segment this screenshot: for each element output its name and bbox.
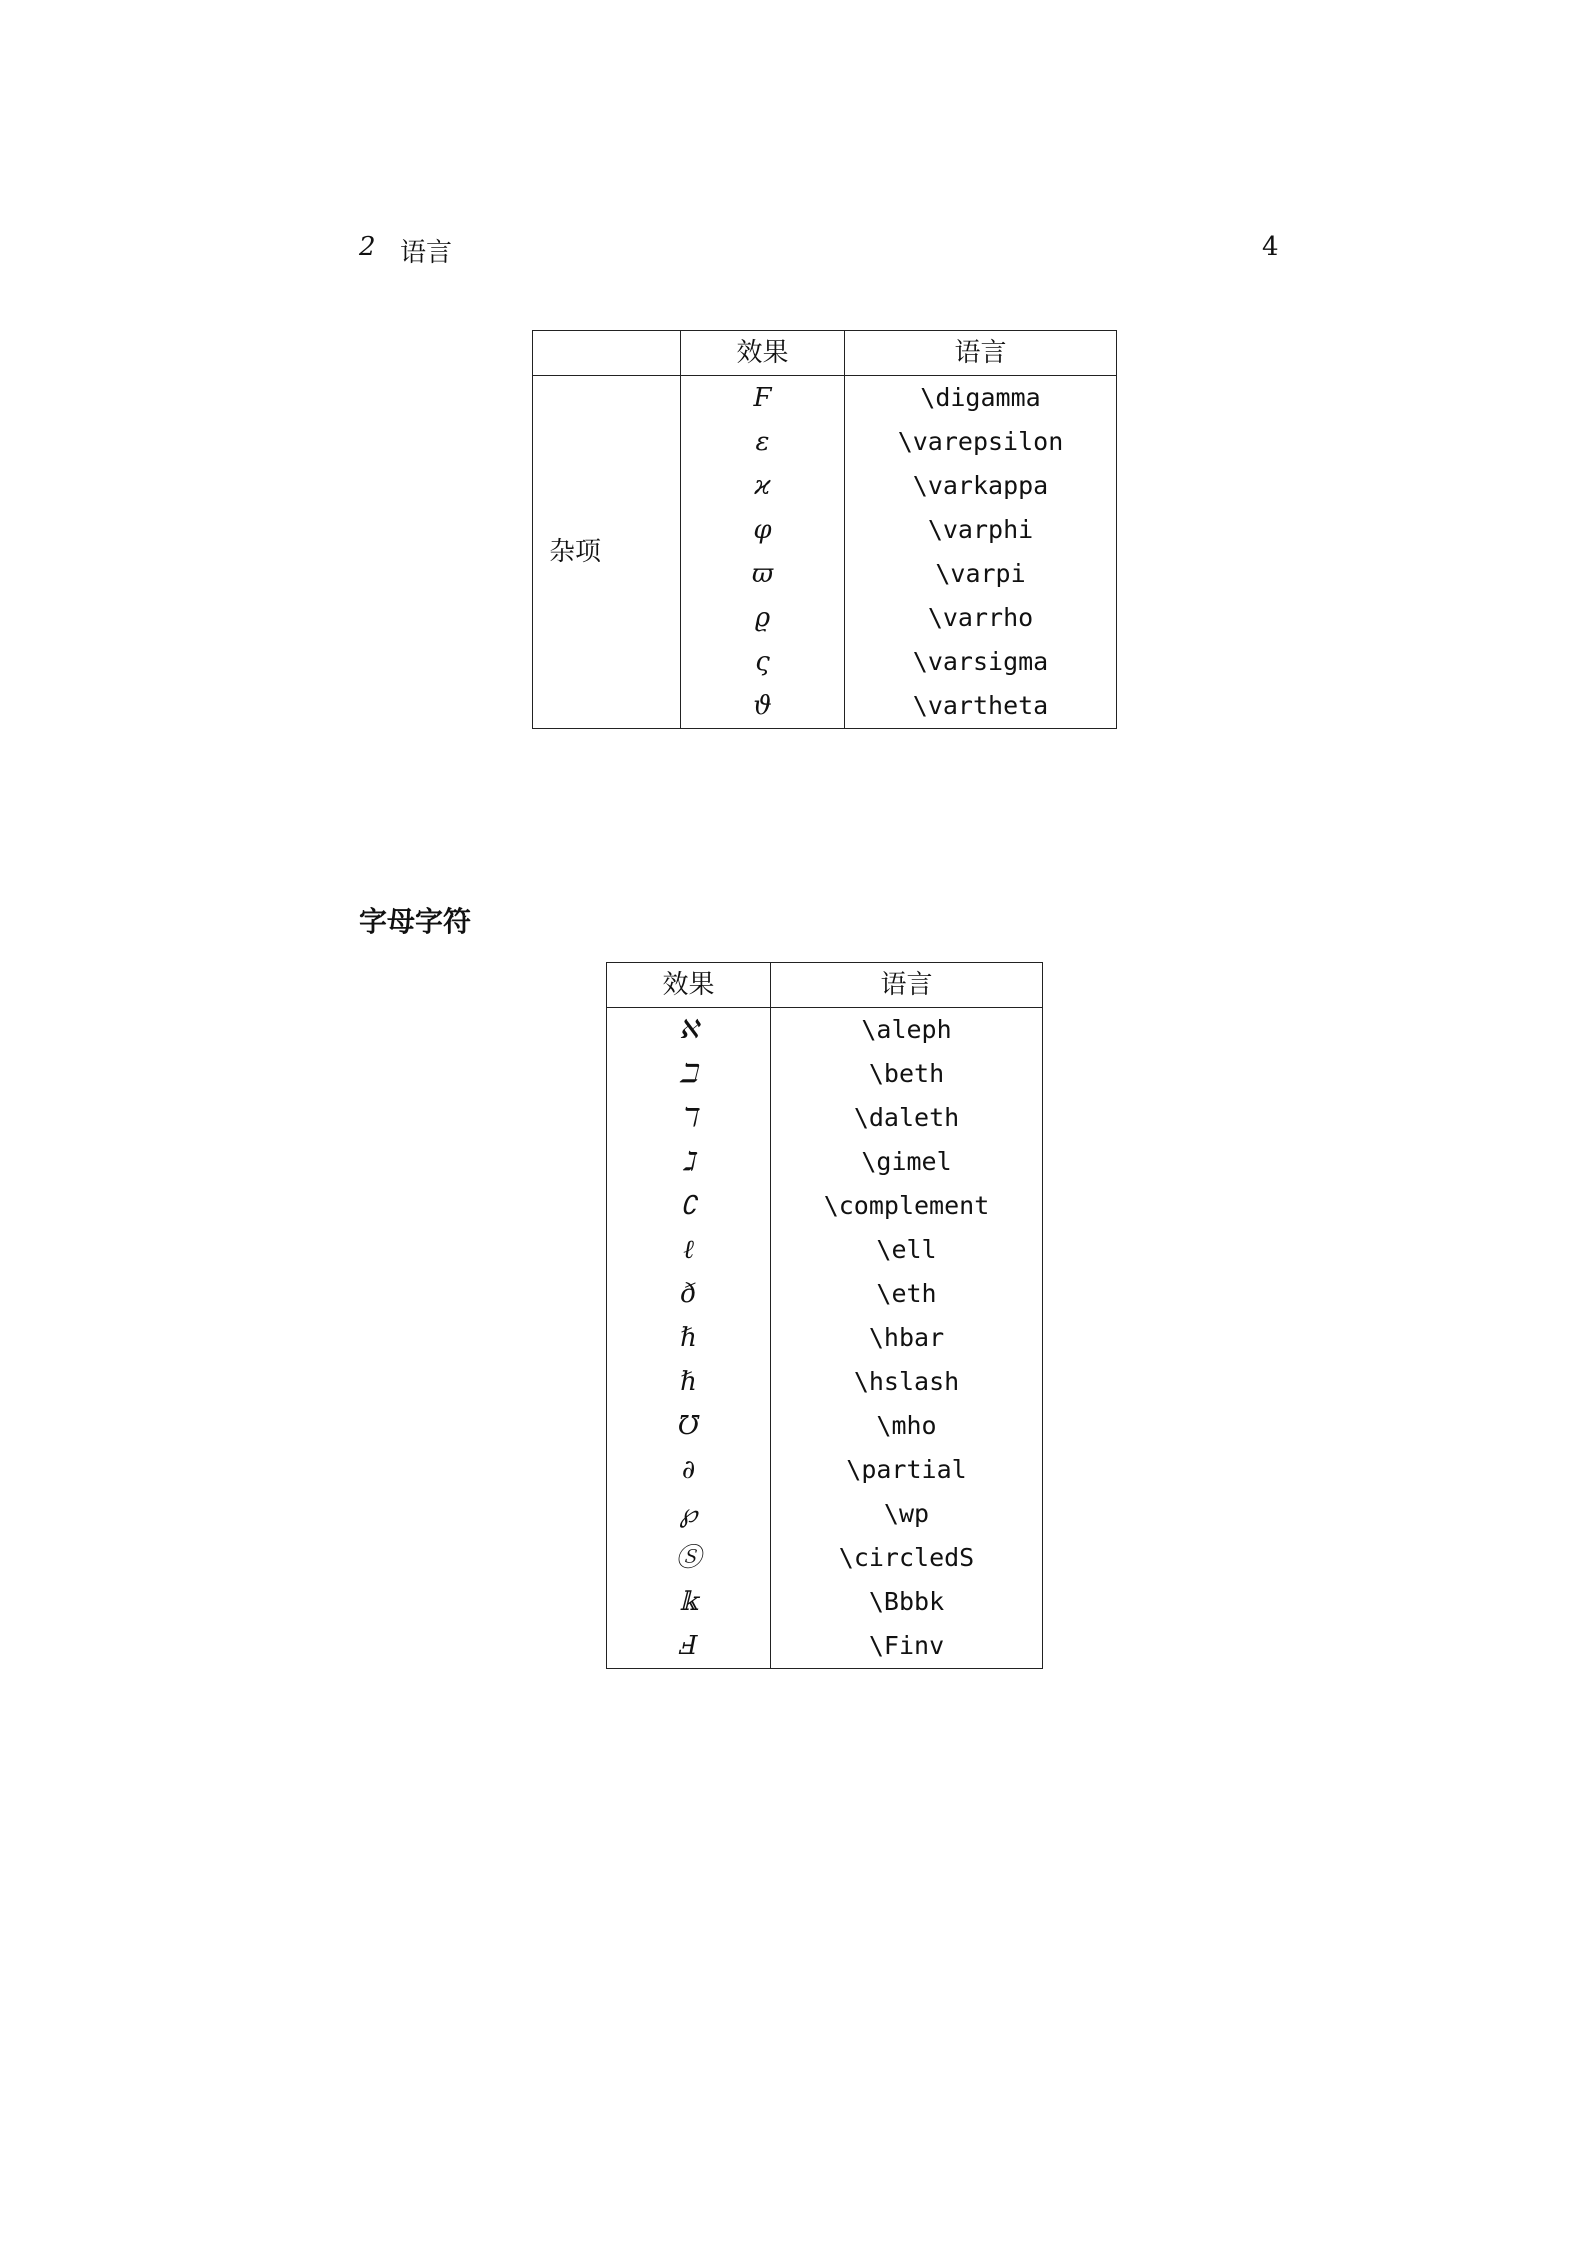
effect-cell: ℏ xyxy=(607,1316,771,1360)
letter-symbols-table xyxy=(606,962,1043,1669)
command-cell: \varrho xyxy=(845,596,1117,640)
header-cell-effect: 效果 xyxy=(681,331,845,376)
header-cell-effect: 效果 xyxy=(607,963,771,1008)
effect-cell: ℏ xyxy=(607,1360,771,1404)
command-cell: \Finv xyxy=(771,1624,1043,1669)
command-cell: \beth xyxy=(771,1052,1043,1096)
command-cell: \ell xyxy=(771,1228,1043,1272)
command-cell: \aleph xyxy=(771,1008,1043,1053)
header-cell-command: 语言 xyxy=(845,331,1117,376)
effect-cell: ℓ xyxy=(607,1228,771,1272)
misc-symbols-table xyxy=(532,330,1117,729)
table-row xyxy=(607,1404,1043,1448)
table-row xyxy=(607,1052,1043,1096)
effect-cell: ϱ xyxy=(681,596,845,640)
table-row xyxy=(607,1448,1043,1492)
command-cell: \complement xyxy=(771,1184,1043,1228)
table-header-row xyxy=(533,331,1117,376)
command-cell: \mho xyxy=(771,1404,1043,1448)
table-row xyxy=(607,1580,1043,1624)
command-cell: \varkappa xyxy=(845,464,1117,508)
command-cell: \gimel xyxy=(771,1140,1043,1184)
command-cell: \Bbbk xyxy=(771,1580,1043,1624)
effect-cell: ϖ xyxy=(681,552,845,596)
effect-cell: ð xyxy=(607,1272,771,1316)
command-cell: \vartheta xyxy=(845,684,1117,729)
command-cell: \partial xyxy=(771,1448,1043,1492)
effect-cell: ℸ xyxy=(607,1096,771,1140)
command-cell: \hbar xyxy=(771,1316,1043,1360)
table-row xyxy=(607,1228,1043,1272)
command-cell: \wp xyxy=(771,1492,1043,1536)
command-cell: \varsigma xyxy=(845,640,1117,684)
effect-cell: Ⅎ xyxy=(607,1624,771,1669)
effect-cell: ℧ xyxy=(607,1404,771,1448)
effect-cell: ∁ xyxy=(607,1184,771,1228)
table-header-row xyxy=(607,963,1043,1008)
table-row xyxy=(607,1096,1043,1140)
effect-cell: ℵ xyxy=(607,1008,771,1053)
effect-cell: ℷ xyxy=(607,1140,771,1184)
command-cell: \varphi xyxy=(845,508,1117,552)
command-cell: \digamma xyxy=(845,376,1117,421)
category-cell: 杂项 xyxy=(533,376,681,729)
effect-cell: ε xyxy=(681,420,845,464)
effect-cell: ς xyxy=(681,640,845,684)
effect-cell: ℶ xyxy=(607,1052,771,1096)
table-row xyxy=(607,1360,1043,1404)
effect-cell: 𝕜 xyxy=(607,1580,771,1624)
effect-cell: φ xyxy=(681,508,845,552)
command-cell: \circledS xyxy=(771,1536,1043,1580)
page-number: 4 xyxy=(1262,232,1279,262)
command-cell: \daleth xyxy=(771,1096,1043,1140)
effect-cell: ∂ xyxy=(607,1448,771,1492)
table-row xyxy=(607,1272,1043,1316)
effect-cell: ϰ xyxy=(681,464,845,508)
command-cell: \hslash xyxy=(771,1360,1043,1404)
table-row xyxy=(607,1316,1043,1360)
command-cell: \varepsilon xyxy=(845,420,1117,464)
header-cell-blank xyxy=(533,331,681,376)
table-row xyxy=(607,1492,1043,1536)
table-row xyxy=(607,1624,1043,1669)
effect-cell: Ⓢ xyxy=(607,1536,771,1580)
command-cell: \eth xyxy=(771,1272,1043,1316)
header-cell-command: 语言 xyxy=(771,963,1043,1008)
table-row xyxy=(607,1184,1043,1228)
table-row xyxy=(533,376,1117,421)
table-row xyxy=(607,1536,1043,1580)
effect-cell: ϑ xyxy=(681,684,845,729)
section-title: 语言 xyxy=(400,238,453,268)
section-heading-letter-symbols: 字母字符 xyxy=(359,905,472,938)
table-row xyxy=(607,1008,1043,1053)
table-row xyxy=(607,1140,1043,1184)
section-number: 2 xyxy=(359,232,376,262)
effect-cell: Ϝ xyxy=(681,376,845,421)
effect-cell: ℘ xyxy=(607,1492,771,1536)
command-cell: \varpi xyxy=(845,552,1117,596)
